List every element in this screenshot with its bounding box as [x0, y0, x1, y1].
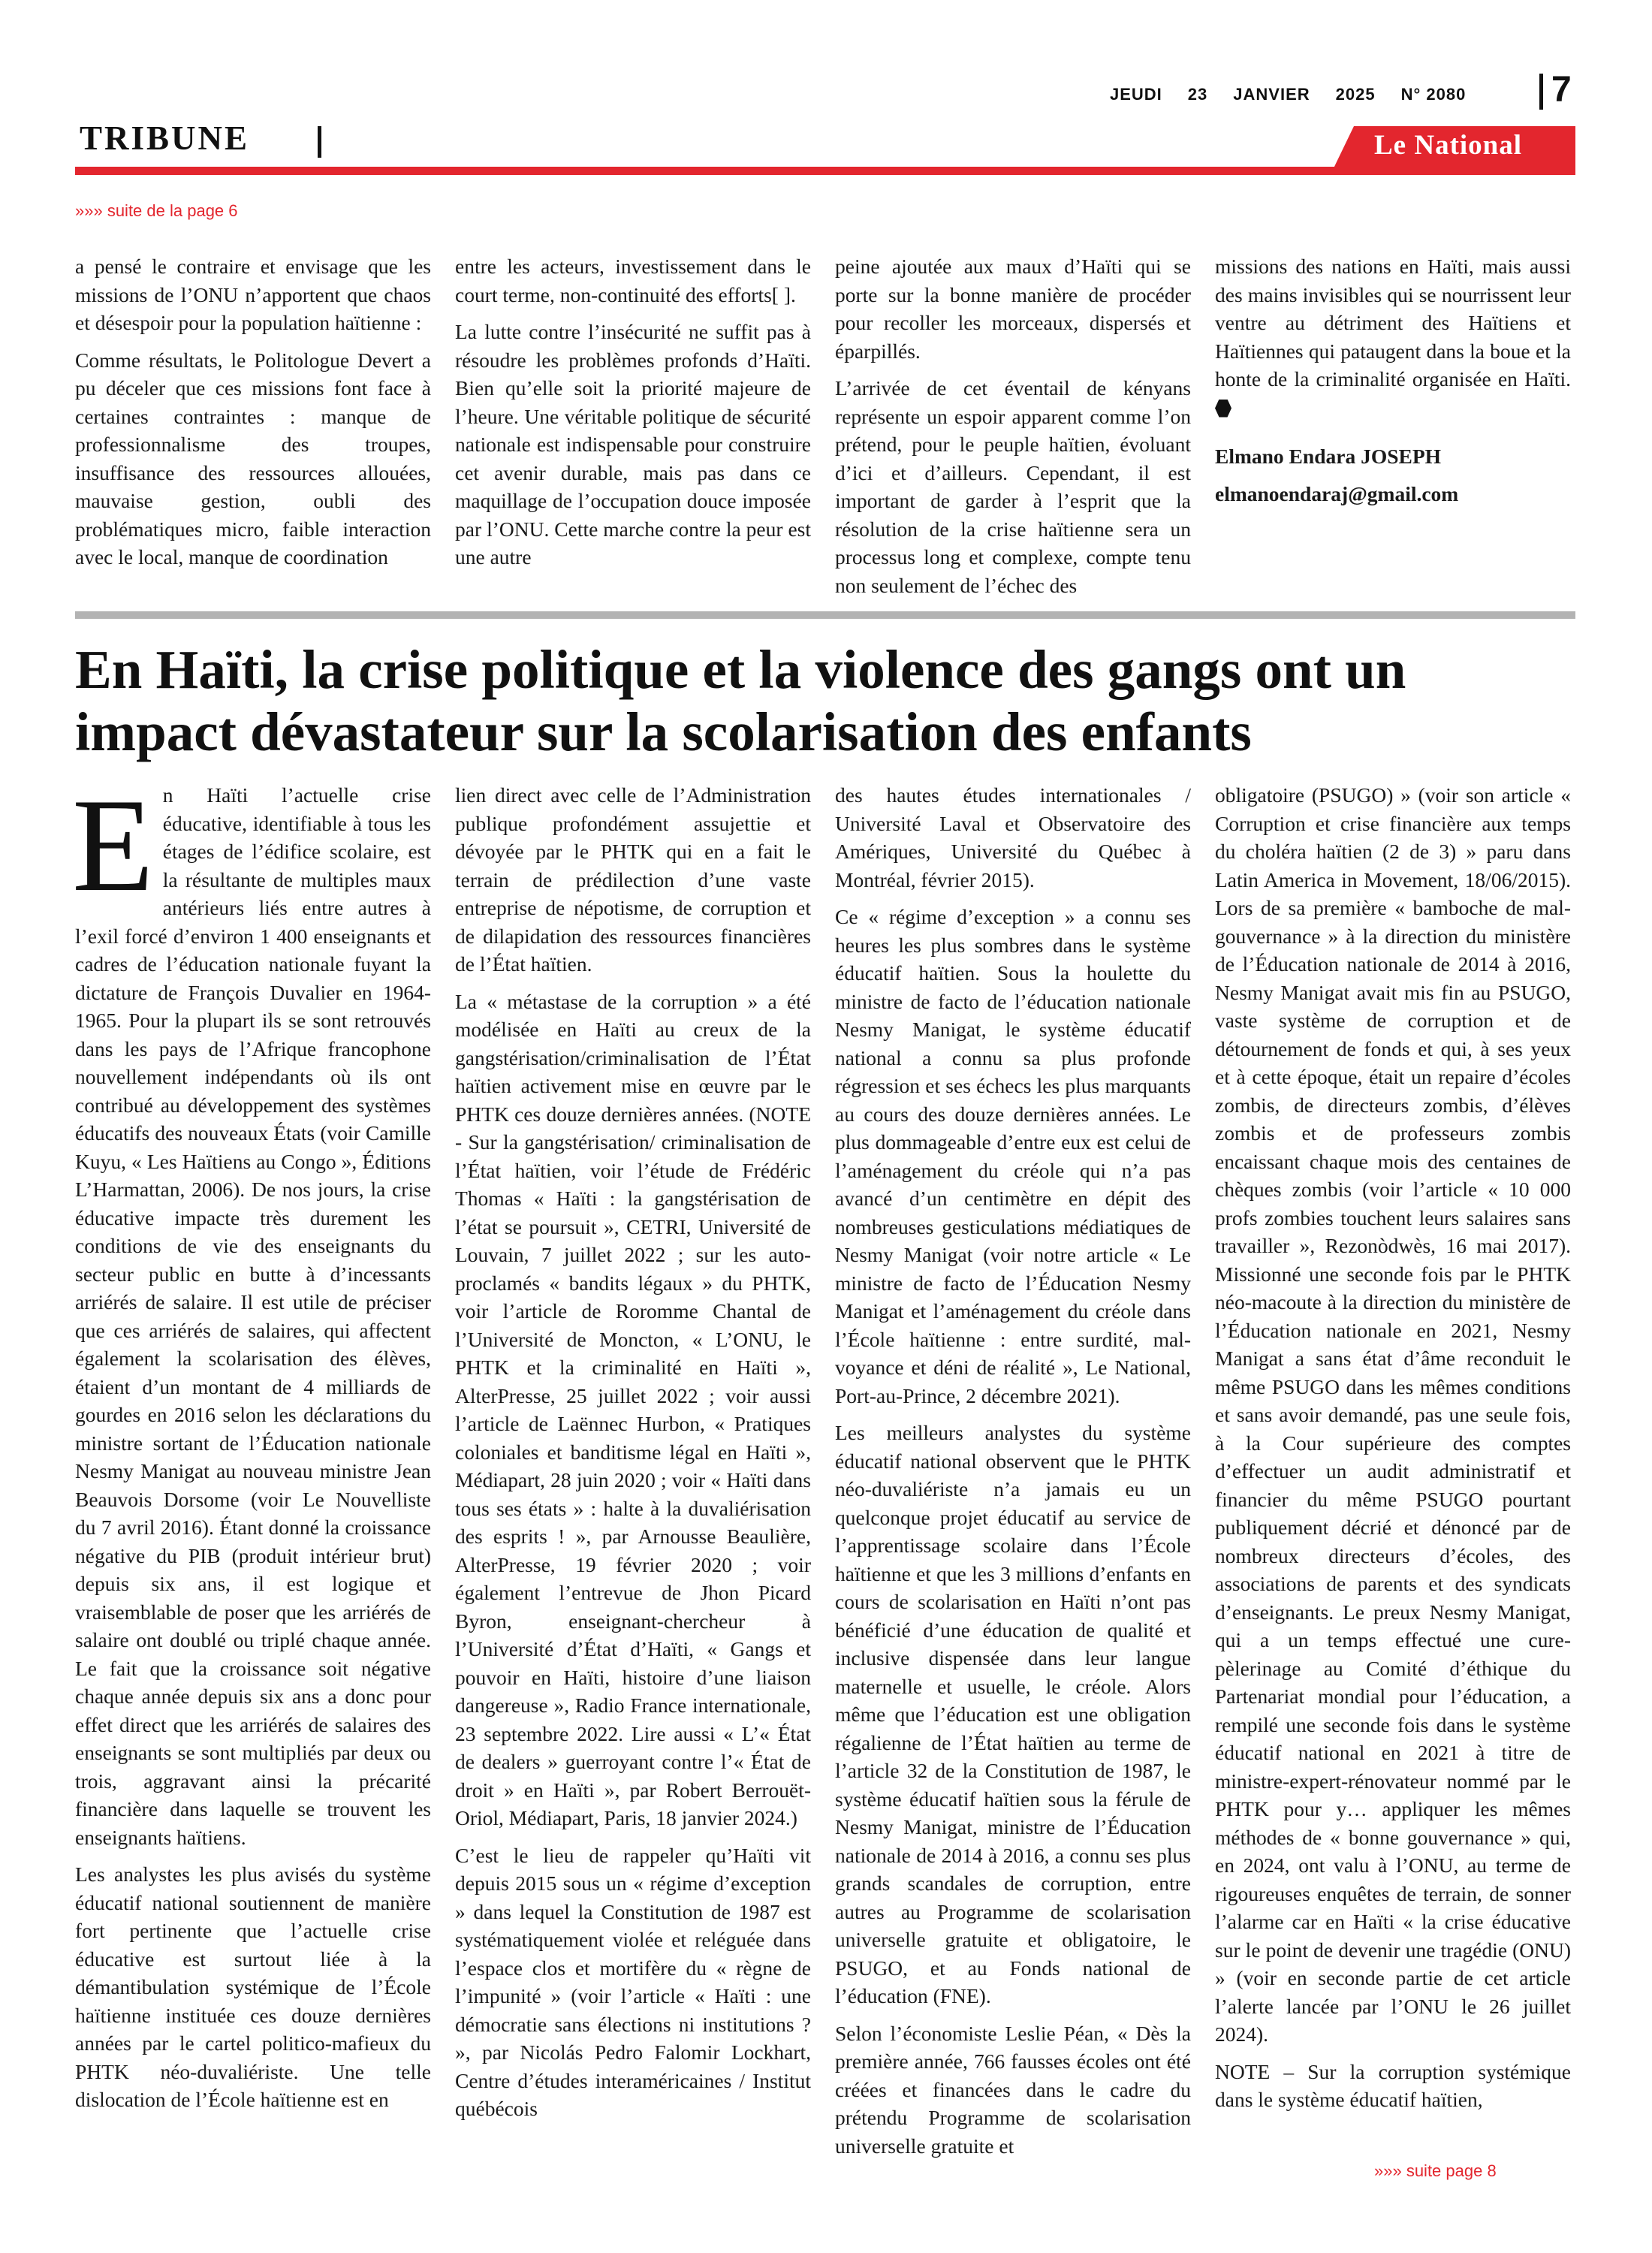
page-number-divider [1539, 74, 1543, 110]
article-paragraph: NOTE – Sur la corruption systémique dans le système éducatif haïtien, [1215, 2059, 1571, 2111]
article-paragraph: des hautes études internationales / Université Laval et Observatoire des Amériques, Université du Québec à Montréal, février 2015). [835, 783, 1191, 891]
issue-date [1110, 85, 1491, 104]
article-paragraph: Les meilleurs analystes du système éducatif national observent que le PHTK néo-duvaliériste n’a jamais eu un quelconque projet éducatif au service de l’apprentissage scolaire dans l’École haïtienne et que les 3 millions d’enfants en cours de scolarisation en Haïti n’ont pas bénéficié d’une éducation de qualité et inclusive dispensée dans leur langue maternelle et usuelle, le créole. Alors même que l’éducation est une obligation régalienne de l’État haïtien au terme de l’article 32 de la Constitution de 1987, le système éducatif haïtien sous la férule de Nesmy Manigat, ministre de l’Éducation nationale de 2014 à 2016, a connu ses plus grands scandales de corruption, entre autres au Programme de scolarisation universelle gratuite et obligatoire, le PSUGO, et au Fonds national de l’éducation (FNE). [835, 1421, 1191, 2007]
prev-article-paragraph: peine ajoutée aux maux d’Haïti qui se porte sur la bonne manière de procéder pour recoller les morceaux, dispersés et éparpillés. [835, 255, 1191, 363]
author-name: Elmano Endara JOSEPH [1215, 445, 1442, 468]
end-of-article-icon [1215, 400, 1231, 418]
prev-article-paragraph: a pensé le contraire et envisage que les missions de l’ONU n’apportent que chaos et désespoir pour la population haïtienne : [75, 255, 431, 334]
section-label-divider [318, 126, 321, 158]
continued-to-link[interactable]: »»» suite page 8 [1374, 2161, 1497, 2180]
article-column-1 [72, 771, 431, 2140]
article-headline: En Haïti, la crise politique et la violence des gangs ont un impact dévastateur sur la scolarisation des enfants [75, 639, 1406, 762]
prev-article-paragraph: entre les acteurs, investissement dans le court terme, non-continuité des efforts[ ]. [455, 255, 811, 306]
article-paragraph: Les analystes les plus avisés du système éducatif national soutiennent de manière fort pertinente que l’actuelle crise éducative est surtout liée à la démantibulation systémique de l’École haïtienne instituée ces douze dernières années par le cartel politico-mafieux du PHTK néo-duvaliériste. Une telle dislocation de l’École haïtienne est en [75, 1862, 431, 2111]
prev-article-column-4 [1215, 252, 1571, 592]
article-paragraph: Selon l’économiste Leslie Péan, « Dès la première année, 766 fausses écoles ont été créées et financées dans le cadre du prétendu Programme de scolarisation universelle gratuite et [835, 2021, 1191, 2158]
article-column-4 [1215, 781, 1571, 2140]
prev-article-closing-text: missions des nations en Haïti, mais aussi des mains invisibles qui se nourrissent leur ventre au détriment des Haïtiens et Haïtiennes qui pataugent dans la boue et la honte de la criminalité organisée en Haïti. [1215, 255, 1571, 391]
page-number: 7 [1551, 70, 1572, 110]
article-paragraph [72, 771, 431, 1851]
article-paragraph: obligatoire (PSUGO) » (voir son article « Corruption et crise financière aux temps du choléra haïtien (2 de 3) » paru dans Latin America in Movement, 18/06/2015). Lors de sa première « bamboche de mal-gouvernance » à la direction du ministère de l’Éducation nationale de 2014 à 2016, Nesmy Manigat avait mis fin au PSUGO, vaste système de corruption et de détournement de fonds et qui, à ses yeux et à cette époque, était un repaire d’écoles zombis, de directeurs zombis, d’élèves zombis et de professeurs zombis encaissant chaque mois des centaines de chèques zombis (voir l’article « 10 000 profs zombies touchent leurs salaires sans travailler », Rezonòdwès, 16 mai 2017). Missionné une seconde fois par le PHTK néo-macoute à la direction du ministère de l’Éducation nationale en 2021, Nesmy Manigat a sans état d’âme reconduit le même PSUGO dans les mêmes conditions et sans avoir demandé, pas une seule fois, à la Cour supérieure des comptes d’effectuer un audit administratif et financier du même PSUGO pourtant publiquement décrié et dénoncé par de nombreux directeurs d’écoles, des associations de parents et des syndicats d’enseignants. Le preux Nesmy Manigat, qui a un temps effectué une cure-pèlerinage au Comité d’éthique du Partenariat mondial pour l’éducation, a rempilé une seconde fois dans le système éducatif national en 2021 à titre de ministre-expert-rénovateur nommé par le PHTK pour y… appliquer les mêmes méthodes de « bonne gouvernance » qui, en 2024, ont valu à l’ONU, au terme de rigoureuses enquêtes de terrain, de sonner l’alarme car en Haïti « la crise éducative sur le point de devenir une tragédie (ONU) » (voir en seconde partie de cet article l’alerte lancée par l’ONU le 26 juillet 2024). [1215, 783, 1571, 2046]
drop-cap: E [72, 771, 154, 919]
prev-article-column-2 [455, 252, 811, 592]
issue-year: 2025 [1335, 85, 1376, 104]
prev-article-paragraph [1215, 252, 1571, 421]
issue-day: JEUDI [1110, 85, 1162, 104]
prev-article-paragraph: Comme résultats, le Politologue Devert a pu déceler que ces missions font face à certaines contraintes : manque de professionnalisme des troupes, insuffisance des ressources allouées, mauvaise gestion, oubli des problématiques micro, faible interaction avec le local, manque de coordination [75, 348, 431, 569]
article-paragraph: C’est le lieu de rappeler qu’Haïti vit depuis 2015 sous un « régime d’exception » dans lequel la Constitution de 1987 est systématiquement violée et reléguée dans l’espace clos et mortifère du « règne de l’impunité » (voir l’article « Haïti : une démocratie sans élections ni institutions ? », par Nicolás Pedro Falomir Lockhart, Centre d’études interaméricaines / Institut québécois [455, 1843, 811, 2120]
article-lead-text: n Haïti l’actuelle crise éducative, identifiable à tous les étages de l’édifice scolaire, est la résultante de multiples maux antérieurs liés entre autres à l’exil forcé d’environ 1 400 enseignants et cadres de l’éducation nationale fuyant la dictature de François Duvalier en 1964-1965. Pour la plupart ils se sont retrouvés dans les pays de l’Afrique francophone nouvellement indépendants où ils ont contribué au développement des systèmes éducatifs des nouveaux États (voir Camille Kuyu, « Les Haïtiens au Congo », Éditions L’Harmattan, 2006). De nos jours, la crise éducative impacte très durement les conditions de vie des enseignants du secteur public en butte à d’incessants arriérés de salaire. Il est utile de préciser que ces arriérés de salaires, qui affectent également la scolarisation des élèves, étaient d’un montant de 4 milliards de gourdes en 2016 selon les déclarations du ministre sortant de l’Éducation nationale Nesmy Manigat au nouveau ministre Jean Beauvois Dorsome (voir Le Nouvelliste du 7 avril 2016). Étant donné la croissance négative du PIB (produit intérieur brut) depuis six ans, il est logique et vraisemblable de poser que les arriérés de salaire ont doublé ou triplé chaque année. Le fait que la croissance soit négative chaque année depuis six ans a donc pour effet direct que les arriérés de salaires des enseignants se sont multipliés par deux ou trois, aggravant ainsi la précarité financière dans laquelle se trouvent les enseignants haïtiens. [75, 783, 431, 1849]
article-paragraph: lien direct avec celle de l’Administration publique profondément assujettie et dévoyée par le PHTK qui en a fait le terrain de prédilection d’une vaste entreprise de népotisme, de corruption et de dilapidation des ressources financières de l’État haïtien. [455, 783, 811, 976]
paper-name: Le National [1374, 130, 1523, 161]
prev-article-paragraph: L’arrivée de cet éventail de kényans représente un espoir apparent comme l’on prétend, pour le peuple haïtien, évoluant d’ici et d’ailleurs. Cependant, il est important de garder à l’esprit que la résolution de la crise haïtienne sera un processus long et complexe, compte tenu non seulement de l’échec des [835, 376, 1191, 597]
prev-article-column-3 [835, 252, 1191, 597]
author-email[interactable]: elmanoendaraj@gmail.com [1215, 481, 1459, 505]
article-paragraph: Ce « régime d’exception » a connu ses heures les plus sombres dans le système éducatif haïtien. Sous la houlette du ministre de facto de l’éducation nationale Nesmy Manigat, le système éducatif national a connu sa plus profonde régression et ses échecs les plus marquants au cours des douze dernières années. Le plus dommageable d’entre eux est celui de l’aménagement du créole qui n’a pas avancé d’un centimètre en dépit des nombreuses gesticulations médiatiques de Nesmy Manigat (voir notre article « Le ministre de facto de l’Éducation Nesmy Manigat et l’aménagement du créole dans l’École haïtienne : entre surdité, mal-voyance et déni de réalité », Le National, Port-au-Prince, 2 décembre 2021). [835, 905, 1191, 1407]
article-separator [75, 611, 1575, 619]
prev-article-paragraph: La lutte contre l’insécurité ne suffit pas à résoudre les problèmes profonds d’Haïti. Bien qu’elle soit la priorité majeure de l’heure. Une véritable politique de sécurité nationale est indispensable pour construire cet avenir durable, mais pas dans ce maquillage de l’occupation douce imposée par l’ONU. Cette marche contre la peur est une autre [455, 320, 811, 569]
section-label: TRIBUNE [80, 119, 250, 157]
article-paragraph: La « métastase de la corruption » a été modélisée en Haïti au creux de la gangstérisation/criminalisation de l’État haïtien activement mise en œuvre par le PHTK ces douze dernières années. (NOTE - Sur la gangstérisation/ criminalisation de l’État haïtien, voir l’étude de Frédéric Thomas « Haïti : la gangstérisation de l’état se poursuit », CETRI, Université de Louvain, 7 juillet 2022 ; sur les auto-proclamés « bandits légaux » du PHTK, voir l’article de Roromme Chantal de l’Université de Moncton, « L’ONU, le PHTK et la criminalité en Haïti », AlterPresse, 25 juillet 2022 ; voir aussi l’article de Laënnec Hurbon, « Pratiques coloniales et banditisme légal en Haïti », Médiapart, 28 juin 2020 ; voir « Haïti dans tous ses états » : halte à la duvaliérisation des esprits ! », par Arnousse Beaulière, AlterPresse, 19 février 2020 ; voir également l’entrevue de Jhon Picard Byron, enseignant-chercheur à l’Université d’État d’Haïti, « Gangs et pouvoir en Haïti, histoire d’une liaison dangereuse », Radio France internationale, 23 septembre 2022. Lire aussi « L’« État de dealers » guerroyant contre l’« État de droit » en Haïti », par Robert Berrouët-Oriol, Médiapart, Paris, 18 janvier 2024.) [455, 989, 811, 1829]
issue-number: N° 2080 [1400, 85, 1467, 104]
article-column-3 [835, 781, 1191, 2158]
continued-from-link[interactable]: »»» suite de la page 6 [75, 201, 238, 220]
issue-month: JANVIER [1233, 85, 1310, 104]
article-column-2 [455, 781, 811, 2140]
prev-article-column-1 [75, 252, 431, 592]
issue-date-number: 23 [1187, 85, 1208, 104]
